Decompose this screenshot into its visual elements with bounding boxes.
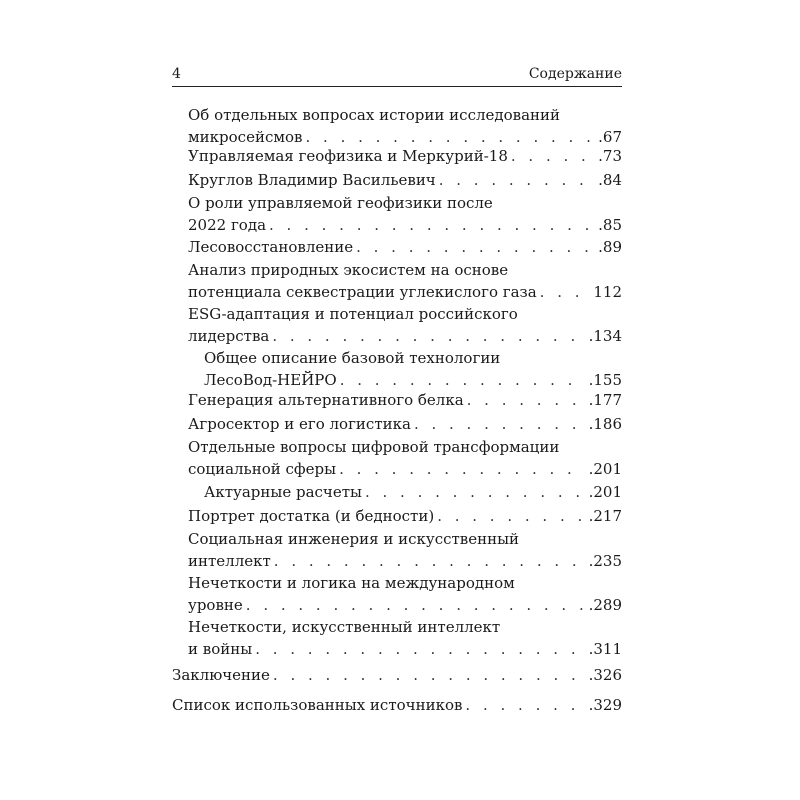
dot-leader [255,638,585,660]
toc-entry-title: Актуарные расчеты [204,483,362,501]
toc-entry [188,389,622,411]
toc-page-number: .311 [588,640,622,658]
toc-entry-title: и войны [188,640,253,658]
running-header [172,64,622,87]
toc-entry [188,104,622,148]
dot-leader [340,369,586,391]
toc-page-number: .289 [588,596,622,614]
toc-entry [188,616,622,660]
toc-entry-title: Лесовосстановление [188,238,354,256]
toc-entry [188,505,622,527]
toc-page-number: .177 [588,391,622,409]
toc-entry-title: 2022 года [188,216,267,234]
toc-entry-title: микросейсмов [188,128,303,146]
toc-entry [188,436,622,480]
toc-entry-title: Портрет достатка (и бедности) [188,507,435,525]
toc-page-number: .201 [588,460,622,478]
toc-entry-title: Общее описание базовой технологии [204,349,501,367]
dot-leader [269,214,595,236]
dot-leader [465,694,585,716]
toc-entry-title: Список использованных источников [172,696,463,714]
toc-page-number: 112 [593,283,622,301]
toc-entry-title: Генерация альтернативного белка [188,391,464,409]
toc-entry-chapter [172,664,622,686]
toc-page-number: .326 [588,666,622,684]
page-number: 4 [172,66,181,82]
dot-leader [273,664,586,686]
dot-leader [439,169,595,191]
toc-entry [188,572,622,616]
toc-entry-title: уровне [188,596,243,614]
toc-entry-title: Круглов Владимир Васильевич [188,171,436,189]
toc-entry-title: Заключение [172,666,270,684]
toc-page-number: .134 [588,327,622,345]
toc-entry-title: Об отдельных вопросах истории исследований [188,106,561,124]
toc-entry-title: Управляемая геофизика и Меркурий-18 [188,147,508,165]
toc-page-number: .155 [588,371,622,389]
toc-page-number: .67 [598,128,622,146]
running-title: Содержание [528,66,622,82]
toc-entry [188,236,622,258]
toc-entry-title: ЛесоВод-НЕЙРО [204,371,337,389]
toc-page-number: .201 [588,483,622,501]
toc-page-number: .89 [598,238,622,256]
toc-entry-title: Отдельные вопросы цифровой трансформации [188,438,560,456]
toc-page-number: .235 [588,552,622,570]
dot-leader [437,505,585,527]
toc-entry [188,145,622,167]
toc-entry-title: интеллект [188,552,271,570]
toc-entry [188,259,622,303]
dot-leader [272,325,585,347]
toc-entry [188,192,622,236]
dot-leader [414,413,586,435]
dot-leader [540,281,591,303]
toc-entry-sub [204,481,622,503]
toc-page-number: .85 [598,216,622,234]
toc-entry-title: Нечеткости и логика на международном [188,574,515,592]
toc-page-number: .186 [588,415,622,433]
toc-page-number: .73 [598,147,622,165]
dot-leader [467,389,586,411]
toc-entry [188,169,622,191]
toc-entry-title: потенциала секвестрации углекислого газа [188,283,537,301]
toc-page-number: .84 [598,171,622,189]
toc-entry-title: социальной сферы [188,460,337,478]
toc-entry-title: лидерства [188,327,270,345]
toc-entry [188,303,622,347]
toc-entry-title: Социальная инженерия и искусственный [188,530,520,548]
toc-entry-chapter [172,694,622,716]
dot-leader [511,145,595,167]
toc-entry-title: Анализ природных экосистем на основе [188,261,509,279]
toc-entry-title: Нечеткости, искусственный интеллект [188,618,501,636]
dot-leader [274,550,586,572]
dot-leader [356,236,595,258]
dot-leader [246,594,586,616]
toc-entry-title: О роли управляемой геофизики после [188,194,493,212]
toc-page-number: .217 [588,507,622,525]
toc-entry [188,528,622,572]
toc-page-number: .329 [588,696,622,714]
dot-leader [365,481,586,503]
toc-entry-sub [204,347,622,391]
toc-entry-title: Агросектор и его логистика [188,415,411,433]
dot-leader [339,458,586,480]
toc-entry [188,413,622,435]
toc-entry-title: ESG-адаптация и потенциал российского [188,305,518,323]
